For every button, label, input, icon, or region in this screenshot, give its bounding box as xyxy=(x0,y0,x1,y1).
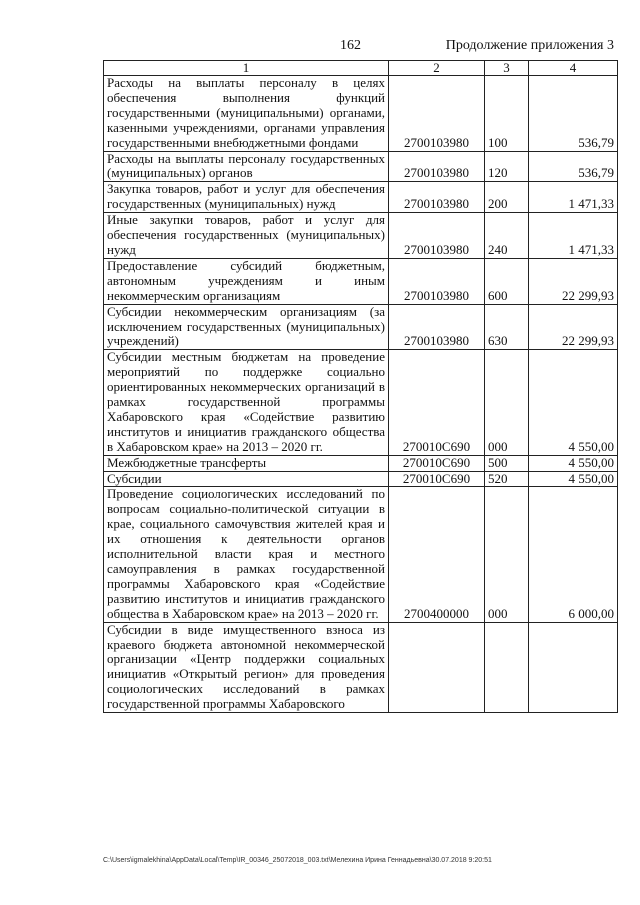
row-name: Закупка товаров, работ и услуг для обеспечения государственных (муниципальных) нужд xyxy=(104,182,389,213)
row-type: 500 xyxy=(485,455,529,471)
row-amount: 1 471,33 xyxy=(529,213,618,259)
row-amount: 22 299,93 xyxy=(529,304,618,350)
file-path-footer: C:\Users\igmalekhina\AppData\Local\Temp\IR_00346_25072018_003.txt\Мелехина Ирина Геннадьевна\30.07.2018 9:20:51 xyxy=(103,857,492,864)
row-type: 240 xyxy=(485,213,529,259)
row-type: 600 xyxy=(485,258,529,304)
row-amount: 6 000,00 xyxy=(529,487,618,622)
table-row xyxy=(104,213,618,259)
row-code: 270010С690 xyxy=(389,471,485,487)
row-code: 2700103980 xyxy=(389,151,485,182)
column-header: 4 xyxy=(529,61,618,76)
table-row xyxy=(104,258,618,304)
row-code: 2700103980 xyxy=(389,258,485,304)
row-type: 520 xyxy=(485,471,529,487)
row-code: 2700103980 xyxy=(389,304,485,350)
table-row xyxy=(104,455,618,471)
row-amount: 536,79 xyxy=(529,76,618,152)
table-row xyxy=(104,487,618,622)
row-name: Расходы на выплаты персоналу государственных (муниципальных) органов xyxy=(104,151,389,182)
row-name: Межбюджетные трансферты xyxy=(104,455,389,471)
row-name: Субсидии в виде имущественного взноса из краевого бюджета автономной некоммерческой организации «Центр поддержки социальных инициатив «Открытый регион» для проведения социологических исследований в рамках государственной программы Хабаровского xyxy=(104,622,389,712)
row-type: 120 xyxy=(485,151,529,182)
row-code: 2700103980 xyxy=(389,182,485,213)
table-row xyxy=(104,151,618,182)
budget-table xyxy=(103,60,618,713)
row-name: Расходы на выплаты персоналу в целях обеспечения выполнения функций государственными (муниципальными) органами, казенными учреждениями, органами управления государственными внебюджетными фондами xyxy=(104,76,389,152)
row-amount: 4 550,00 xyxy=(529,350,618,455)
row-type: 100 xyxy=(485,76,529,152)
row-code: 270010С690 xyxy=(389,350,485,455)
row-name: Проведение социологических исследований по вопросам социально-политической ситуации в крае, социального самочувствия жителей края и их отношения к деятельности органов исполнительной власти края и местного самоуправления в рамках государственной программы Хабаровского края «Содействие развитию институтов и инициатив гражданского общества в Хабаровском крае» на 2013 – 2020 гг. xyxy=(104,487,389,622)
row-name: Субсидии xyxy=(104,471,389,487)
row-amount: 22 299,93 xyxy=(529,258,618,304)
row-amount xyxy=(529,622,618,712)
row-type: 000 xyxy=(485,350,529,455)
row-type xyxy=(485,622,529,712)
row-code xyxy=(389,622,485,712)
table-row xyxy=(104,350,618,455)
table-row xyxy=(104,182,618,213)
row-name: Иные закупки товаров, работ и услуг для обеспечения государственных (муниципальных) нужд xyxy=(104,213,389,259)
row-code: 2700103980 xyxy=(389,76,485,152)
table-row xyxy=(104,471,618,487)
row-name: Субсидии некоммерческим организациям (за исключением государственных (муниципальных) учреждений) xyxy=(104,304,389,350)
table-header-row xyxy=(104,61,618,76)
page-number: 162 xyxy=(340,38,361,53)
column-header: 2 xyxy=(389,61,485,76)
row-amount: 4 550,00 xyxy=(529,471,618,487)
column-header: 1 xyxy=(104,61,389,76)
row-amount: 1 471,33 xyxy=(529,182,618,213)
row-code: 2700103980 xyxy=(389,213,485,259)
row-type: 000 xyxy=(485,487,529,622)
row-type: 200 xyxy=(485,182,529,213)
row-name: Предоставление субсидий бюджетным, автономным учреждениям и иным некоммерческим организациям xyxy=(104,258,389,304)
row-code: 2700400000 xyxy=(389,487,485,622)
table-row xyxy=(104,622,618,712)
row-amount: 536,79 xyxy=(529,151,618,182)
row-name: Субсидии местным бюджетам на проведение мероприятий по поддержке социально ориентированных некоммерческих организаций в рамках государственной программы Хабаровского края «Содействие развитию институтов и инициатив гражданского общества в Хабаровском крае» на 2013 – 2020 гг. xyxy=(104,350,389,455)
table-row xyxy=(104,76,618,152)
row-code: 270010С690 xyxy=(389,455,485,471)
column-header: 3 xyxy=(485,61,529,76)
continuation-label: Продолжение приложения 3 xyxy=(445,38,614,53)
table-row xyxy=(104,304,618,350)
row-type: 630 xyxy=(485,304,529,350)
row-amount: 4 550,00 xyxy=(529,455,618,471)
